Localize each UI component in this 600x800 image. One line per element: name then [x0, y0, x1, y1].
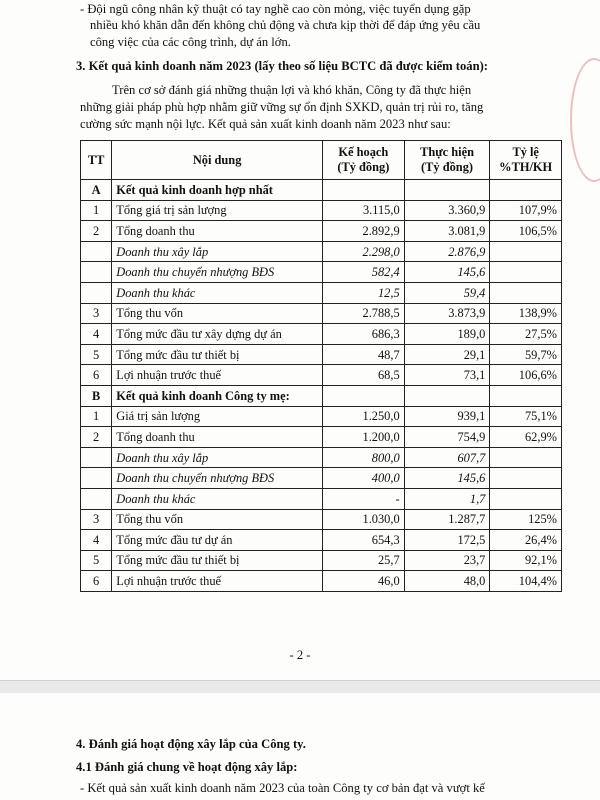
- row-ratio-cell: 75,1%: [490, 406, 562, 427]
- section-3-para-line-2: những giải pháp phù hợp nhằm giữ vững sự ổn định SXKD, quản trị rủi ro, tăng: [80, 100, 484, 114]
- header-ratio: Tỷ lệ %TH/KH: [490, 141, 562, 180]
- section-4-heading: 4. Đánh giá hoạt động xây lắp của Công ty.: [76, 737, 306, 751]
- row-content-cell: Tổng giá trị sản lượng: [112, 200, 323, 221]
- row-ratio-cell: [490, 180, 562, 201]
- row-tt-cell: [81, 282, 112, 303]
- row-actual-cell: 2.876,9: [404, 241, 490, 262]
- intro-line-1: - Đội ngũ công nhân kỹ thuật có tay nghề cao còn mỏng, việc tuyển dụng gặp: [80, 2, 471, 16]
- row-plan-cell: 400,0: [323, 468, 405, 489]
- row-tt-cell: [81, 488, 112, 509]
- row-content-cell: Tổng mức đầu tư xây dựng dự án: [112, 324, 323, 345]
- table-row: [81, 385, 562, 406]
- row-plan-cell: 48,7: [323, 344, 405, 365]
- table-row: [81, 365, 562, 386]
- table-row: [81, 180, 562, 201]
- row-content-cell: Tổng mức đầu tư thiết bị: [112, 550, 323, 571]
- row-content-cell: Giá trị sản lượng: [112, 406, 323, 427]
- row-content-cell: Kết quả kinh doanh hợp nhất: [112, 180, 323, 201]
- row-plan-cell: 686,3: [323, 324, 405, 345]
- row-content-cell: Doanh thu xây lắp: [112, 447, 323, 468]
- table-row: [81, 324, 562, 345]
- row-actual-cell: 145,6: [404, 262, 490, 283]
- row-actual-cell: 189,0: [404, 324, 490, 345]
- row-content-cell: Lợi nhuận trước thuế: [112, 365, 323, 386]
- intro-line-2: nhiều khó khăn dẫn đến không chủ động và chưa kịp thời để đáp ứng yêu cầu: [90, 18, 481, 32]
- row-plan-cell: 25,7: [323, 550, 405, 571]
- red-stamp-edge: [570, 58, 600, 182]
- table-row: [81, 488, 562, 509]
- document-page-2: [0, 693, 600, 800]
- row-ratio-cell: [490, 262, 562, 283]
- row-ratio-cell: [490, 488, 562, 509]
- row-ratio-cell: 62,9%: [490, 427, 562, 448]
- row-ratio-cell: 92,1%: [490, 550, 562, 571]
- row-content-cell: Doanh thu khác: [112, 488, 323, 509]
- row-plan-cell: 2.788,5: [323, 303, 405, 324]
- row-actual-cell: 754,9: [404, 427, 490, 448]
- row-ratio-cell: 107,9%: [490, 200, 562, 221]
- table-row: [81, 571, 562, 592]
- row-ratio-cell: 104,4%: [490, 571, 562, 592]
- table-row: [81, 530, 562, 551]
- row-actual-cell: 23,7: [404, 550, 490, 571]
- row-plan-cell: 654,3: [323, 530, 405, 551]
- row-ratio-cell: 125%: [490, 509, 562, 530]
- header-tt: TT: [81, 141, 112, 180]
- table-row: [81, 303, 562, 324]
- table-row: [81, 344, 562, 365]
- table-header-row: [81, 141, 562, 180]
- row-actual-cell: 145,6: [404, 468, 490, 489]
- row-actual-cell: 59,4: [404, 282, 490, 303]
- page-number: - 2 -: [289, 648, 311, 662]
- row-plan-cell: 3.115,0: [323, 200, 405, 221]
- row-content-cell: Doanh thu khác: [112, 282, 323, 303]
- row-content-cell: Tổng doanh thu: [112, 221, 323, 242]
- row-plan-cell: 46,0: [323, 571, 405, 592]
- row-tt-cell: 4: [81, 530, 112, 551]
- header-content: Nội dung: [112, 141, 323, 180]
- row-content-cell: Kết quả kinh doanh Công ty mẹ:: [112, 385, 323, 406]
- header-plan: Kế hoạch (Tỷ đồng): [323, 141, 405, 180]
- row-ratio-cell: [490, 241, 562, 262]
- row-ratio-cell: [490, 468, 562, 489]
- table-row: [81, 406, 562, 427]
- row-plan-cell: 1.030,0: [323, 509, 405, 530]
- row-actual-cell: 29,1: [404, 344, 490, 365]
- section-3-heading: 3. Kết quả kinh doanh năm 2023 (lấy theo số liệu BCTC đã được kiểm toán):: [76, 59, 488, 73]
- row-tt-cell: [81, 241, 112, 262]
- row-tt-cell: [81, 262, 112, 283]
- section-3-para-line-3: cường sức mạnh nội lực. Kết quả sản xuất kinh doanh năm 2023 như sau:: [80, 117, 451, 131]
- row-tt-cell: 2: [81, 427, 112, 448]
- row-plan-cell: 68,5: [323, 365, 405, 386]
- row-actual-cell: [404, 385, 490, 406]
- row-ratio-cell: 26,4%: [490, 530, 562, 551]
- row-ratio-cell: 59,7%: [490, 344, 562, 365]
- row-plan-cell: 582,4: [323, 262, 405, 283]
- section-3-para-line-1: Trên cơ sở đánh giá những thuận lợi và khó khăn, Công ty đã thực hiện: [112, 83, 472, 97]
- row-tt-cell: 1: [81, 406, 112, 427]
- table-row: [81, 262, 562, 283]
- row-ratio-cell: [490, 385, 562, 406]
- row-actual-cell: 172,5: [404, 530, 490, 551]
- row-tt-cell: [81, 468, 112, 489]
- row-ratio-cell: [490, 282, 562, 303]
- row-tt-cell: 6: [81, 571, 112, 592]
- row-actual-cell: 3.081,9: [404, 221, 490, 242]
- row-content-cell: Doanh thu chuyển nhượng BĐS: [112, 468, 323, 489]
- row-ratio-cell: 27,5%: [490, 324, 562, 345]
- row-ratio-cell: 138,9%: [490, 303, 562, 324]
- row-actual-cell: 73,1: [404, 365, 490, 386]
- header-actual: Thực hiện (Tỷ đồng): [404, 141, 490, 180]
- table-row: [81, 468, 562, 489]
- row-tt-cell: 4: [81, 324, 112, 345]
- row-tt-cell: A: [81, 180, 112, 201]
- row-tt-cell: B: [81, 385, 112, 406]
- row-content-cell: Tổng doanh thu: [112, 427, 323, 448]
- business-results-table: [80, 140, 562, 592]
- row-content-cell: Doanh thu xây lắp: [112, 241, 323, 262]
- row-tt-cell: 5: [81, 344, 112, 365]
- row-tt-cell: 5: [81, 550, 112, 571]
- row-plan-cell: 2.892,9: [323, 221, 405, 242]
- row-actual-cell: 607,7: [404, 447, 490, 468]
- table-row: [81, 509, 562, 530]
- row-tt-cell: 3: [81, 303, 112, 324]
- row-tt-cell: 3: [81, 509, 112, 530]
- row-actual-cell: 1.287,7: [404, 509, 490, 530]
- table-row: [81, 282, 562, 303]
- row-plan-cell: 12,5: [323, 282, 405, 303]
- row-content-cell: Tổng mức đầu tư dự án: [112, 530, 323, 551]
- row-ratio-cell: 106,6%: [490, 365, 562, 386]
- row-content-cell: Doanh thu chuyển nhượng BĐS: [112, 262, 323, 283]
- table-row: [81, 550, 562, 571]
- row-actual-cell: 3.873,9: [404, 303, 490, 324]
- table-row: [81, 200, 562, 221]
- row-plan-cell: [323, 385, 405, 406]
- row-actual-cell: [404, 180, 490, 201]
- section-4-1-heading: 4.1 Đánh giá chung về hoạt động xây lắp:: [76, 760, 298, 774]
- row-plan-cell: 800,0: [323, 447, 405, 468]
- row-tt-cell: [81, 447, 112, 468]
- intro-line-3: công việc của các công trình, dự án lớn.: [90, 35, 291, 49]
- row-tt-cell: 2: [81, 221, 112, 242]
- page-separator: [0, 680, 600, 694]
- row-plan-cell: 1.200,0: [323, 427, 405, 448]
- table-row: [81, 221, 562, 242]
- row-actual-cell: 1,7: [404, 488, 490, 509]
- row-tt-cell: 1: [81, 200, 112, 221]
- row-content-cell: Tổng thu vốn: [112, 303, 323, 324]
- row-tt-cell: 6: [81, 365, 112, 386]
- row-actual-cell: 939,1: [404, 406, 490, 427]
- table-row: [81, 447, 562, 468]
- row-plan-cell: -: [323, 488, 405, 509]
- row-content-cell: Tổng thu vốn: [112, 509, 323, 530]
- row-plan-cell: [323, 180, 405, 201]
- row-content-cell: Tổng mức đầu tư thiết bị: [112, 344, 323, 365]
- section-4-1-line: - Kết quả sản xuất kinh doanh năm 2023 của toàn Công ty cơ bản đạt và vượt kế: [80, 781, 485, 795]
- row-ratio-cell: 106,5%: [490, 221, 562, 242]
- row-actual-cell: 3.360,9: [404, 200, 490, 221]
- row-plan-cell: 1.250,0: [323, 406, 405, 427]
- table-row: [81, 241, 562, 262]
- row-plan-cell: 2.298,0: [323, 241, 405, 262]
- row-actual-cell: 48,0: [404, 571, 490, 592]
- row-content-cell: Lợi nhuận trước thuế: [112, 571, 323, 592]
- row-ratio-cell: [490, 447, 562, 468]
- table-row: [81, 427, 562, 448]
